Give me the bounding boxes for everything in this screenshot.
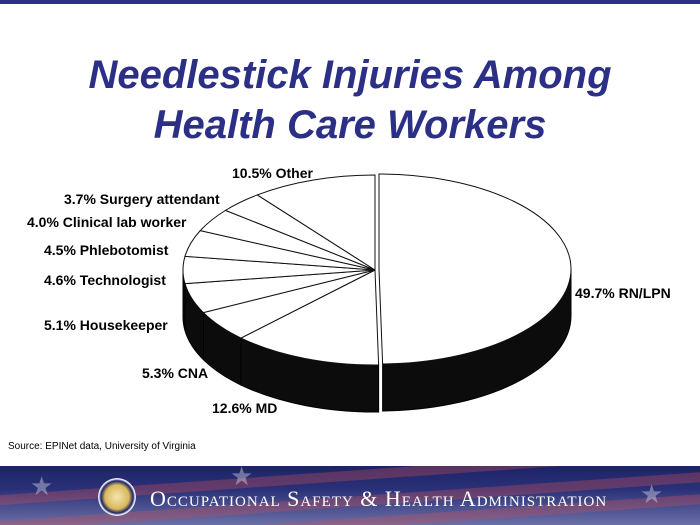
agency-name: Occupational Safety & Health Administration: [150, 486, 608, 511]
slice-label-cna: 5.3% CNA: [142, 365, 209, 381]
slice-label-md: 12.6% MD: [212, 400, 278, 416]
slice-label-surgery-attendant: 3.7% Surgery attendant: [64, 191, 220, 207]
source-note: Source: EPINet data, University of Virginia: [8, 441, 196, 452]
pie-chart: [0, 150, 700, 435]
slice-label-phlebotomist: 4.5% Phlebotomist: [44, 242, 169, 258]
slice-label-housekeeper: 5.1% Housekeeper: [44, 317, 168, 333]
slice-label-other: 10.5% Other: [232, 165, 313, 181]
slide-title-line-2: Health Care Workers: [153, 103, 547, 147]
slice-label-clinical-lab-worker: 4.0% Clinical lab worker: [27, 214, 187, 230]
slice-label-rn-lpn: 49.7% RN/LPN: [575, 285, 671, 301]
dol-seal-icon: [98, 478, 136, 516]
slice-label-technologist: 4.6% Technologist: [44, 272, 166, 288]
slide-title-line-1: Needlestick Injuries Among: [88, 53, 612, 97]
footer-banner: ★ ★ ★ Occupational Safety & Health Administration: [0, 466, 700, 525]
top-rule: [0, 0, 700, 4]
slide-title: [0, 50, 700, 150]
pie-tops: [183, 174, 571, 365]
